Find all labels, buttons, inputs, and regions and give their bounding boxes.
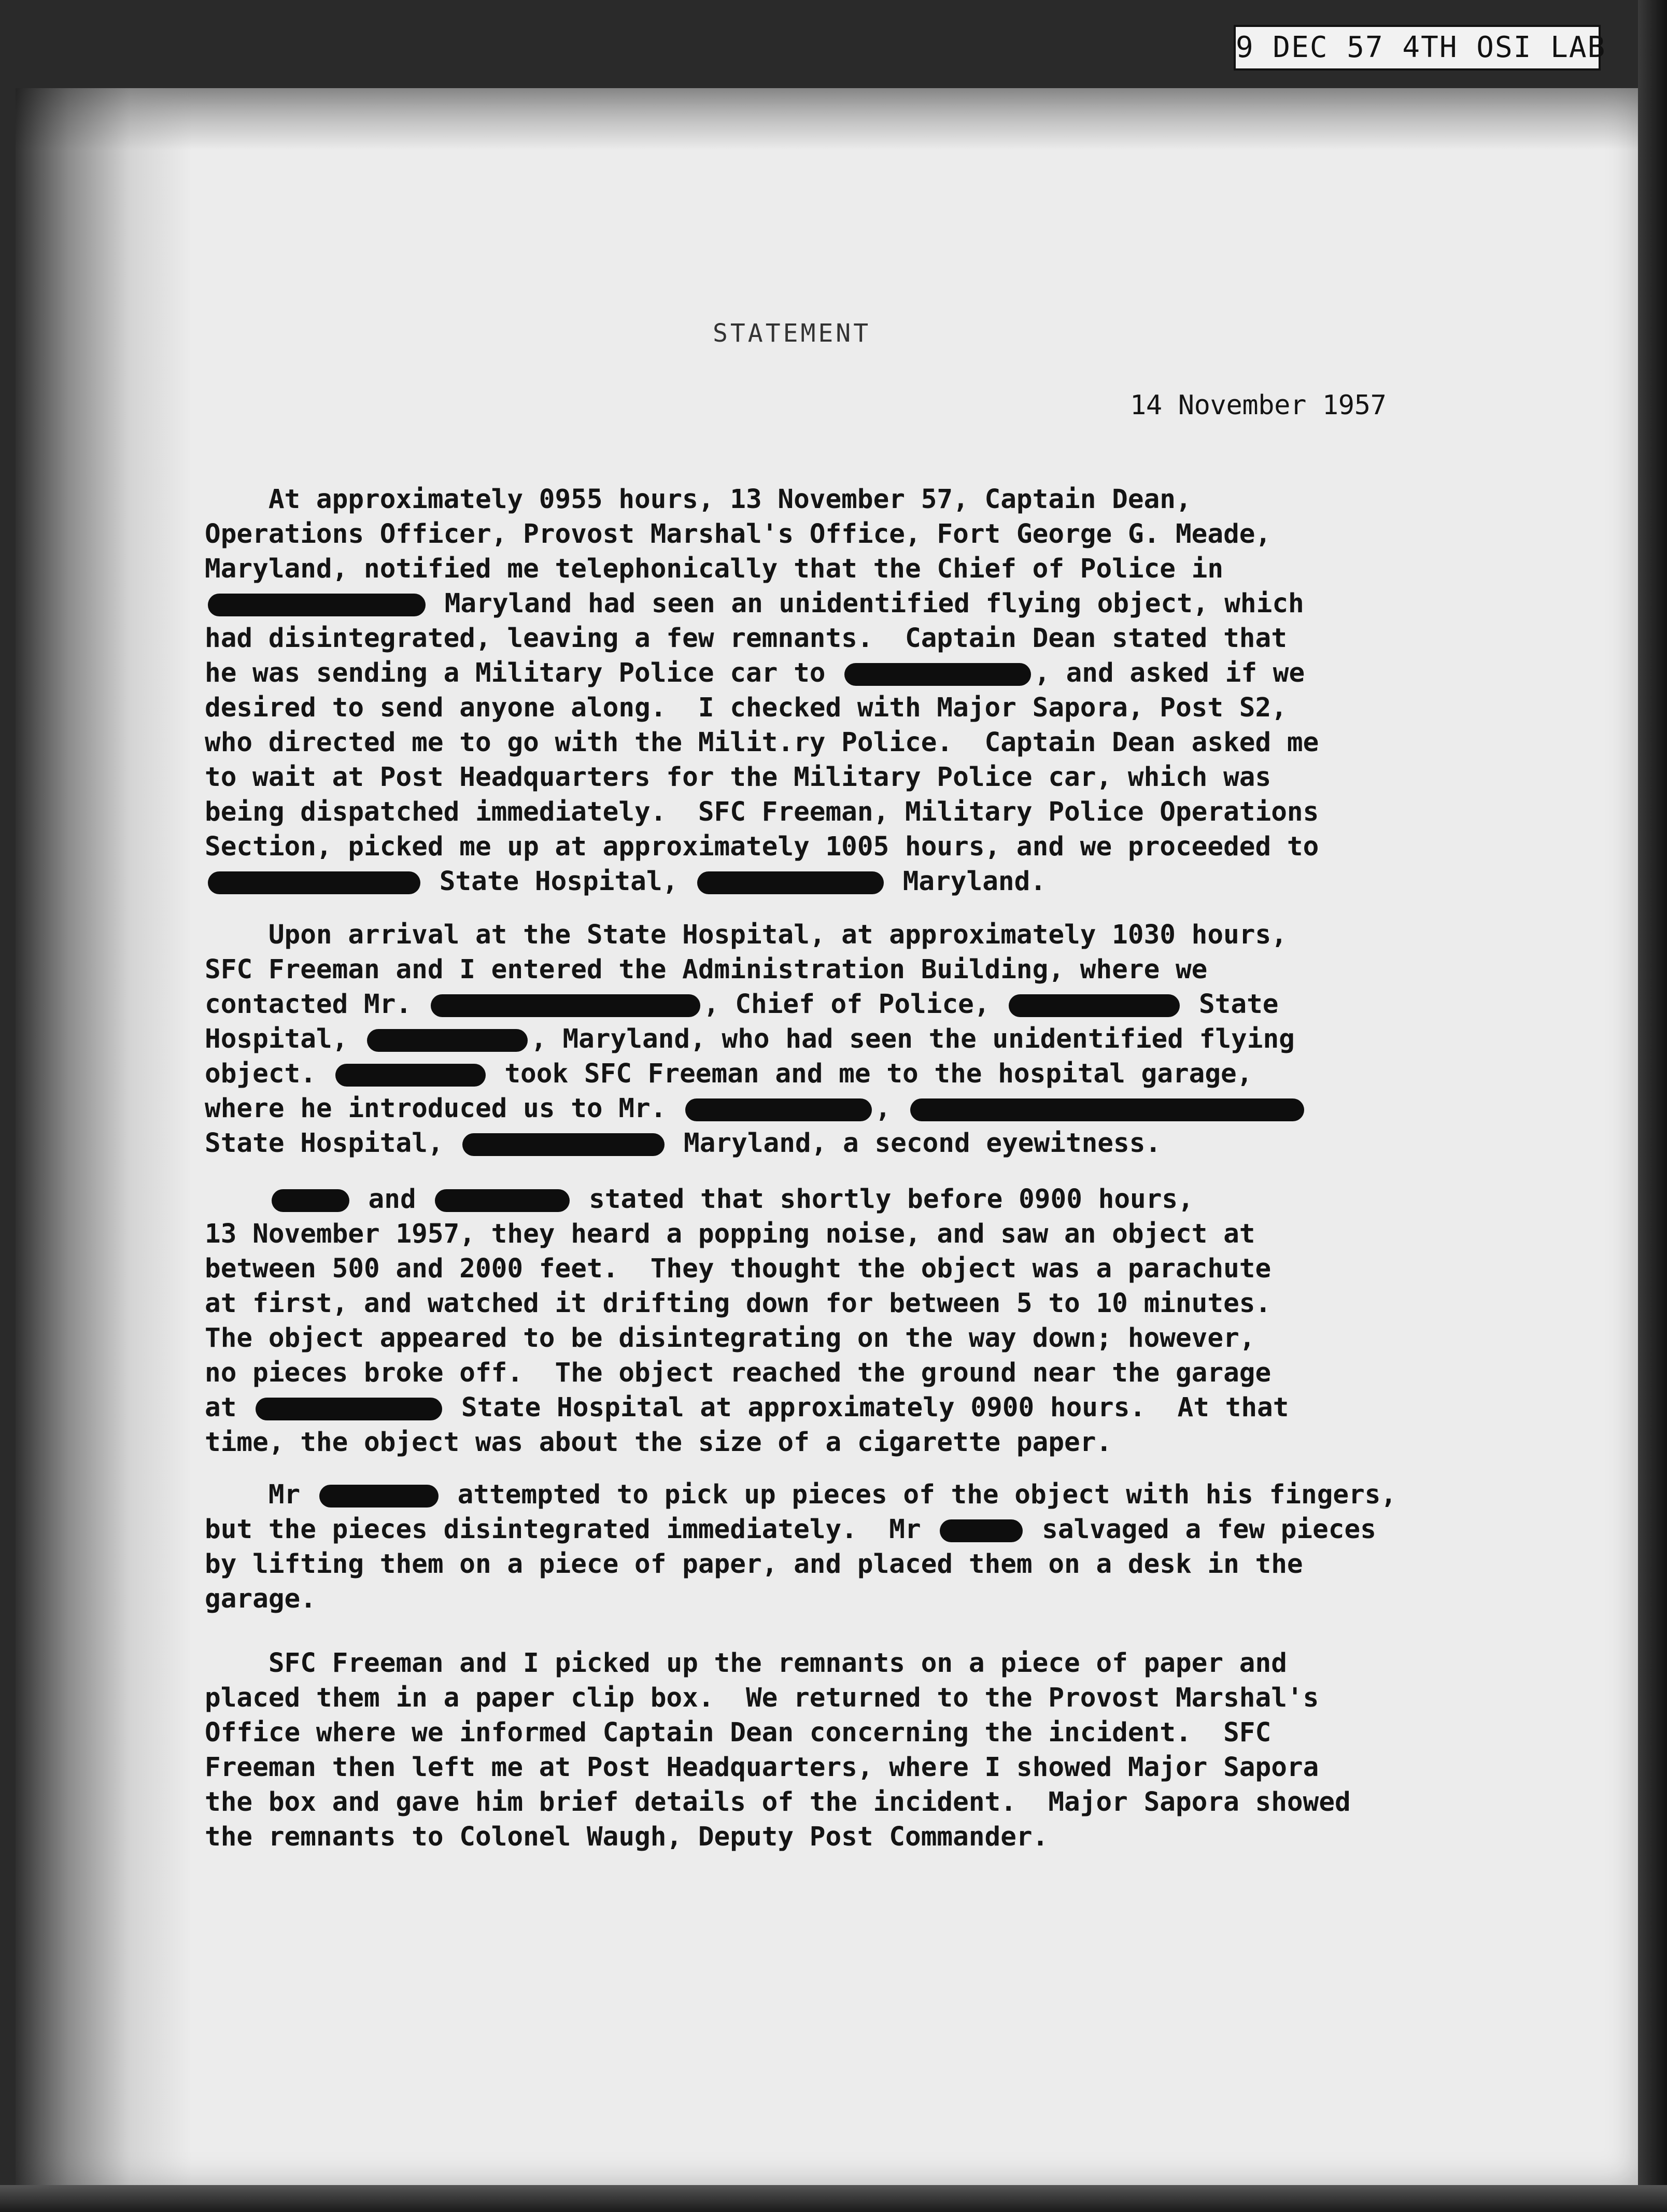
text-segment: State Hospital, xyxy=(205,1128,460,1159)
text-segment: placed them in a paper clip box. We returned to the Provost Marshal's xyxy=(205,1683,1319,1713)
text-line xyxy=(205,1356,1412,1390)
text-segment: , and asked if we xyxy=(1034,658,1305,688)
text-segment: 13 November 1957, they heard a popping noise, and saw an object at xyxy=(205,1219,1255,1249)
text-segment: and xyxy=(352,1184,432,1215)
text-segment: time, the object was about the size of a cigarette paper. xyxy=(205,1427,1112,1458)
redaction-mark xyxy=(697,871,884,894)
redaction-mark xyxy=(272,1189,349,1212)
redaction-mark xyxy=(367,1029,528,1052)
document-title: STATEMENT xyxy=(713,319,871,348)
redaction-mark xyxy=(685,1098,872,1121)
text-segment: Maryland. xyxy=(886,866,1047,897)
text-line xyxy=(205,1785,1412,1820)
text-line xyxy=(205,1390,1412,1425)
text-segment: at xyxy=(205,1392,253,1423)
scan-shadow-left xyxy=(16,88,192,2185)
text-segment: had disintegrated, leaving a few remnants. Captain Dean stated that xyxy=(205,623,1287,654)
text-segment: , Chief of Police, xyxy=(703,989,1006,1020)
lab-receipt-stamp: 9 DEC 57 4TH OSI LAB xyxy=(1234,25,1601,71)
text-segment: stated that shortly before 0900 hours, xyxy=(573,1184,1194,1215)
text-line xyxy=(205,725,1412,760)
text-line xyxy=(205,760,1412,795)
text-segment: contacted Mr. xyxy=(205,989,428,1020)
scan-shadow-top xyxy=(16,88,1638,150)
text-segment: garage. xyxy=(205,1584,316,1614)
document-date: 14 November 1957 xyxy=(1130,390,1387,421)
text-line xyxy=(205,1321,1412,1356)
text-segment: between 500 and 2000 feet. They thought the object was a parachute xyxy=(205,1253,1272,1284)
text-line xyxy=(205,1750,1412,1785)
text-segment: Maryland, notified me telephonically that the Chief of Police in xyxy=(205,554,1224,584)
text-segment: The object appeared to be disintegrating on the way down; however, xyxy=(205,1323,1255,1354)
text-line xyxy=(205,1646,1412,1681)
paragraph-2 xyxy=(205,918,1412,1161)
text-segment: At approximately 0955 hours, 13 November 57, Captain Dean, xyxy=(205,484,1192,515)
text-line xyxy=(205,829,1412,864)
text-line xyxy=(205,1477,1412,1512)
text-line xyxy=(205,918,1412,952)
text-segment xyxy=(205,1184,269,1215)
text-line xyxy=(205,987,1412,1022)
text-line xyxy=(205,586,1412,621)
text-segment: Maryland, a second eyewitness. xyxy=(668,1128,1162,1159)
text-segment: State Hospital, xyxy=(423,866,694,897)
text-segment: by lifting them on a piece of paper, and placed them on a desk in the xyxy=(205,1549,1303,1580)
text-segment: Operations Officer, Provost Marshal's Office, Fort George G. Meade, xyxy=(205,519,1272,550)
text-line xyxy=(205,1056,1412,1091)
paragraph-5 xyxy=(205,1646,1412,1854)
text-line xyxy=(205,952,1412,987)
text-segment: being dispatched immediately. SFC Freeman, Military Police Operations xyxy=(205,797,1319,827)
text-line xyxy=(205,621,1412,656)
text-line xyxy=(205,864,1412,899)
text-segment: Freeman then left me at Post Headquarters, where I showed Major Sapora xyxy=(205,1752,1319,1783)
redaction-mark xyxy=(431,994,700,1017)
text-segment: the box and gave him brief details of the incident. Major Sapora showed xyxy=(205,1787,1351,1817)
text-segment: to wait at Post Headquarters for the Military Police car, which was xyxy=(205,762,1272,793)
redaction-mark xyxy=(335,1064,486,1087)
text-line xyxy=(205,552,1412,586)
text-line xyxy=(205,1251,1412,1286)
redaction-mark xyxy=(208,594,426,616)
redaction-mark xyxy=(1009,994,1180,1017)
redaction-mark xyxy=(910,1098,1304,1121)
text-segment: Section, picked me up at approximately 1005 hours, and we proceeded to xyxy=(205,832,1319,862)
paragraph-4 xyxy=(205,1477,1412,1616)
text-line xyxy=(205,1182,1412,1217)
text-line xyxy=(205,517,1412,552)
text-segment: State Hospital at approximately 0900 hours. At that xyxy=(445,1392,1289,1423)
redaction-mark xyxy=(940,1519,1023,1542)
text-segment: , Maryland, who had seen the unidentified flying xyxy=(531,1024,1295,1054)
text-segment: the remnants to Colonel Waugh, Deputy Post Commander. xyxy=(205,1822,1049,1852)
text-segment: he was sending a Military Police car to xyxy=(205,658,842,688)
redaction-mark xyxy=(844,663,1031,686)
paragraph-1 xyxy=(205,482,1412,899)
text-segment: at first, and watched it drifting down for between 5 to 10 minutes. xyxy=(205,1288,1272,1319)
text-line xyxy=(205,1126,1412,1161)
text-segment: SFC Freeman and I entered the Administration Building, where we xyxy=(205,954,1208,985)
redaction-mark xyxy=(462,1133,665,1156)
text-line xyxy=(205,795,1412,829)
text-line xyxy=(205,1715,1412,1750)
text-segment: Mr xyxy=(205,1480,316,1510)
text-segment: object. xyxy=(205,1059,332,1089)
paragraph-3 xyxy=(205,1182,1412,1460)
scan-edge-right xyxy=(1638,0,1667,2212)
text-segment: took SFC Freeman and me to the hospital garage, xyxy=(488,1059,1253,1089)
text-segment: no pieces broke off. The object reached the ground near the garage xyxy=(205,1358,1272,1388)
text-line xyxy=(205,1547,1412,1582)
text-segment: salvaged a few pieces xyxy=(1026,1514,1376,1545)
text-segment: attempted to pick up pieces of the object with his fingers, xyxy=(441,1480,1397,1510)
redaction-mark xyxy=(208,871,420,894)
text-line xyxy=(205,656,1412,691)
text-line xyxy=(205,1022,1412,1056)
text-line xyxy=(205,482,1412,517)
text-segment: where he introduced us to Mr. xyxy=(205,1093,683,1124)
redaction-mark xyxy=(256,1398,442,1420)
text-line xyxy=(205,1582,1412,1616)
redaction-mark xyxy=(435,1189,570,1212)
text-segment: Hospital, xyxy=(205,1024,364,1054)
redaction-mark xyxy=(319,1485,439,1507)
text-line xyxy=(205,1217,1412,1251)
scan-edge-bottom xyxy=(0,2185,1667,2212)
text-segment: but the pieces disintegrated immediately. Mr xyxy=(205,1514,937,1545)
text-segment: Upon arrival at the State Hospital, at approximately 1030 hours, xyxy=(205,920,1287,950)
text-segment: Office where we informed Captain Dean concerning the incident. SFC xyxy=(205,1717,1272,1748)
text-line xyxy=(205,1512,1412,1547)
text-line xyxy=(205,1820,1412,1854)
text-segment: SFC Freeman and I picked up the remnants on a piece of paper and xyxy=(205,1648,1287,1679)
text-line xyxy=(205,691,1412,725)
text-segment: Maryland had seen an unidentified flying object, which xyxy=(429,588,1304,619)
text-line xyxy=(205,1091,1412,1126)
text-line xyxy=(205,1425,1412,1460)
text-segment: who directed me to go with the Milit.ry Police. Captain Dean asked me xyxy=(205,727,1319,758)
text-segment: , xyxy=(875,1093,907,1124)
text-line xyxy=(205,1286,1412,1321)
text-line xyxy=(205,1681,1412,1715)
text-segment: State xyxy=(1183,989,1279,1020)
text-segment: desired to send anyone along. I checked with Major Sapora, Post S2, xyxy=(205,693,1287,723)
